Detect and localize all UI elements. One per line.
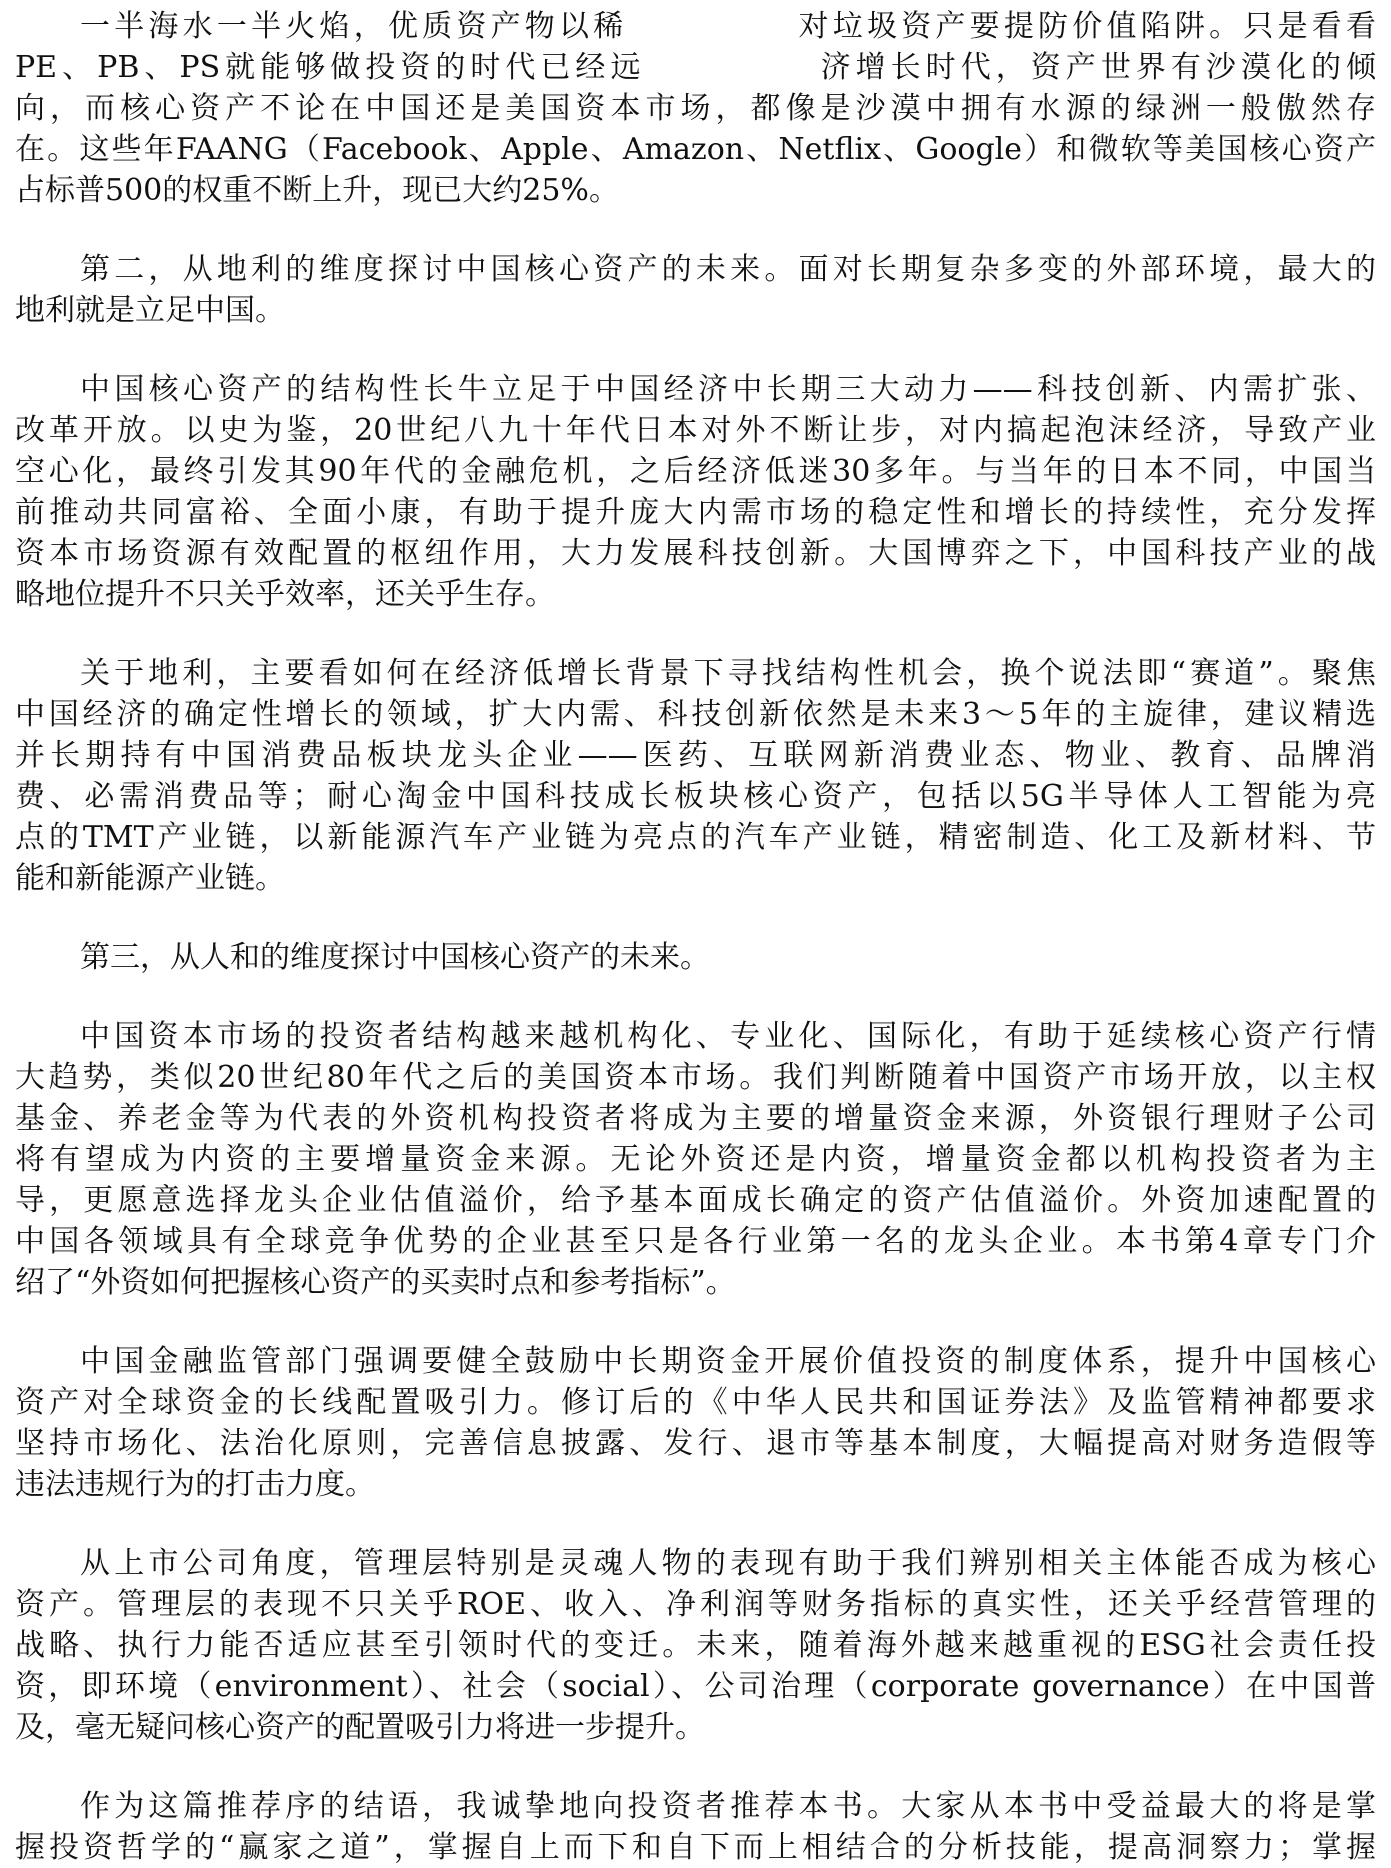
text-line: 大趋势，类似20世纪80年代之后的美国资本市场。我们判断随着中国资产市场开放，以主权 bbox=[15, 1060, 1376, 1095]
text-line: 违法违规行为的打击力度。 bbox=[15, 1467, 375, 1502]
text-line: 占标普500的权重不断上升，现已大约25%。 bbox=[15, 173, 619, 208]
text-line: 前推动共同富裕、全面小康，有助于提升庞大内需市场的稳定性和增长的持续性，充分发挥 bbox=[15, 495, 1376, 530]
text-line: 资产。管理层的表现不只关乎ROE、收入、净利润等财务指标的真实性，还关乎经营管理的 bbox=[15, 1587, 1376, 1622]
paragraph-8 bbox=[15, 1543, 1376, 1748]
text-line: 资本市场资源有效配置的枢纽作用，大力发展科技创新。大国博弈之下，中国科技产业的战 bbox=[15, 536, 1376, 571]
text-line: 在。这些年FAANG（Facebook、Apple、Amazon、Netflix、Google）和微软等美国核心资产 bbox=[15, 132, 1376, 167]
text-line: 资，即环境（environment）、社会（social）、公司治理（corporate governance）在中国普 bbox=[15, 1669, 1376, 1704]
paragraph-6 bbox=[15, 1016, 1376, 1303]
text-line: 握投资哲学的“赢家之道”，掌握自上而下和自下而上相结合的分析技能，提高洞察力；掌握 bbox=[15, 1830, 1376, 1865]
text-line: 改革开放。以史为鉴，20世纪八九十年代日本对外不断让步，对内搞起泡沫经济，导致产业 bbox=[15, 413, 1376, 448]
paragraph-9 bbox=[15, 1786, 1376, 1868]
paragraph-7 bbox=[15, 1341, 1376, 1505]
text-line: 战略、执行力能否适应甚至引领时代的变迁。未来，随着海外越来越重视的ESG社会责任投 bbox=[15, 1628, 1376, 1663]
paragraph-5 bbox=[15, 937, 1376, 978]
text-line: 将有望成为内资的主要增量资金来源。无论外资还是内资，增量资金都以机构投资者为主 bbox=[15, 1142, 1376, 1177]
text-line: 坚持市场化、法治化原则，完善信息披露、发行、退市等基本制度，大幅提高对财务造假等 bbox=[15, 1426, 1376, 1461]
text-line: 并长期持有中国消费品板块龙头企业——医药、互联网新消费业态、物业、教育、品牌消 bbox=[15, 738, 1376, 773]
text-line: 地利就是立足中国。 bbox=[15, 293, 285, 328]
paragraph-1 bbox=[15, 6, 1376, 211]
text-line: 向，而核心资产不论在中国还是美国资本市场，都像是沙漠中拥有水源的绿洲一般傲然存 bbox=[15, 91, 1376, 126]
text-line: 及，毫无疑问核心资产的配置吸引力将进一步提升。 bbox=[15, 1710, 705, 1745]
text-line: 第二，从地利的维度探讨中国核心资产的未来。面对长期复杂多变的外部环境，最大的 bbox=[80, 252, 1376, 287]
text-line: 略地位提升不只关乎效率，还关乎生存。 bbox=[15, 577, 555, 612]
text-line: 空心化，最终引发其90年代的金融危机，之后经济低迷30多年。与当年的日本不同，中国当 bbox=[15, 454, 1376, 489]
text-line: 能和新能源产业链。 bbox=[15, 861, 285, 896]
text-line: PE、PB、PS就能够做投资的时代已经远 济增长时代，资产世界有沙漠化的倾 bbox=[15, 50, 1376, 85]
text-line: 作为这篇推荐序的结语，我诚挚地向投资者推荐本书。大家从本书中受益最大的将是掌 bbox=[80, 1789, 1376, 1824]
text-line: 中国核心资产的结构性长牛立足于中国经济中长期三大动力——科技创新、内需扩张、 bbox=[80, 372, 1376, 407]
text-line: 中国资本市场的投资者结构越来越机构化、专业化、国际化，有助于延续核心资产行情 bbox=[80, 1019, 1376, 1054]
text-line: 资产对全球资金的长线配置吸引力。修订后的《中华人民共和国证券法》及监管精神都要求 bbox=[15, 1385, 1376, 1420]
text-line: 导，更愿意选择龙头企业估值溢价，给予基本面成长确定的资产估值溢价。外资加速配置的 bbox=[15, 1183, 1376, 1218]
text-line: 中国各领域具有全球竞争优势的企业甚至只是各行业第一名的龙头企业。本书第4章专门介 bbox=[15, 1224, 1376, 1259]
paragraph-4 bbox=[15, 653, 1376, 899]
text-line: 中国金融监管部门强调要健全鼓励中长期资金开展价值投资的制度体系，提升中国核心 bbox=[80, 1344, 1376, 1379]
text-line: 中国经济的确定性增长的领域，扩大内需、科技创新依然是未来3～5年的主旋律，建议精选 bbox=[15, 697, 1376, 732]
paragraph-2 bbox=[15, 249, 1376, 331]
text-line: 绍了“外资如何把握核心资产的买卖时点和参考指标”。 bbox=[15, 1265, 736, 1300]
paragraph-3 bbox=[15, 369, 1376, 615]
text-line: 从上市公司角度，管理层特别是灵魂人物的表现有助于我们辨别相关主体能否成为核心 bbox=[80, 1546, 1376, 1581]
text-line: 基金、养老金等为代表的外资机构投资者将成为主要的增量资金来源，外资银行理财子公司 bbox=[15, 1101, 1376, 1136]
text-line: 费、必需消费品等；耐心淘金中国科技成长板块核心资产，包括以5G半导体人工智能为亮 bbox=[15, 779, 1376, 814]
text-line: 第三，从人和的维度探讨中国核心资产的未来。 bbox=[80, 940, 710, 975]
text-line: 一半海水一半火焰，优质资产物以稀 对垃圾资产要提防价值陷阱。只是看看 bbox=[80, 9, 1376, 44]
text-line: 关于地利，主要看如何在经济低增长背景下寻找结构性机会，换个说法即“赛道”。聚焦 bbox=[80, 656, 1376, 691]
text-line: 点的TMT产业链，以新能源汽车产业链为亮点的汽车产业链，精密制造、化工及新材料、节 bbox=[15, 820, 1376, 855]
